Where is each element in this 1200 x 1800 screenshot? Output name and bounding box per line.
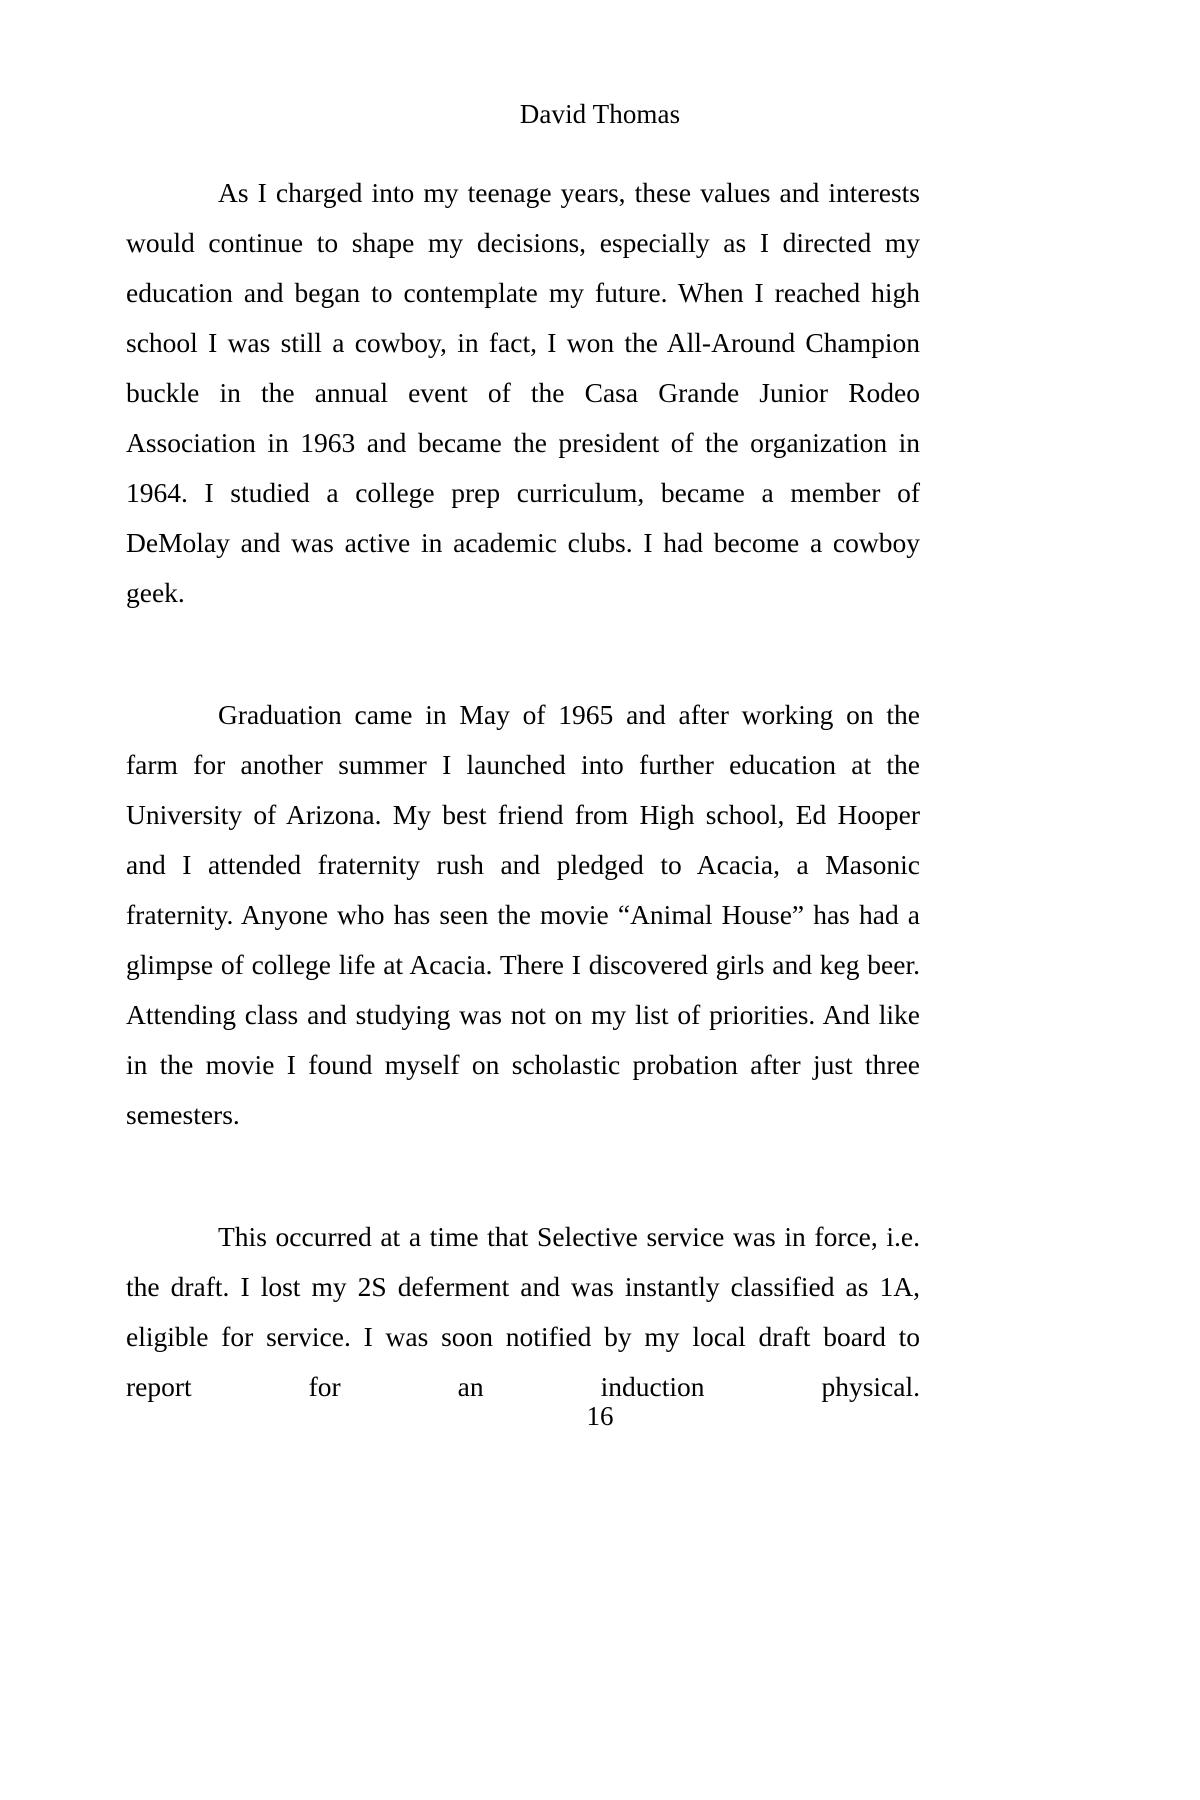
paragraph: This occurred at a time that Selective service was in force, i.e. the draft. I lost my 2S deferment and was instantly classified as 1A, eligible for service. I was soon notified by my local draft board to report for an induction physical. <box>126 1221 920 1402</box>
page-number: 16 <box>586 1400 614 1431</box>
paragraph: As I charged into my teenage years, these values and interests would continue to shape my decisions, especially as I directed my education and began to contemplate my future. When I reached high school I was still a cowboy, in fact, I won the All-Around Champion buckle in the annual event of the Casa Grande Junior Rodeo Association in 1963 and became the president of the organization in 1964. I studied a college prep curriculum, became a member of DeMolay and was active in academic clubs. I had become a cowboy geek. <box>126 177 920 608</box>
body-text <box>126 168 920 1462</box>
paragraph: Graduation came in May of 1965 and after working on the farm for another summer I launched into further education at the University of Arizona. My best friend from High school, Ed Hooper and I attended fraternity rush and pledged to Acacia, a Masonic fraternity. Anyone who has seen the movie “Animal House” has had a glimpse of college life at Acacia. There I discovered girls and keg beer. Attending class and studying was not on my list of priorities. And like in the movie I found myself on scholastic probation after just three semesters. <box>126 699 920 1130</box>
running-header: David Thomas <box>519 99 681 129</box>
